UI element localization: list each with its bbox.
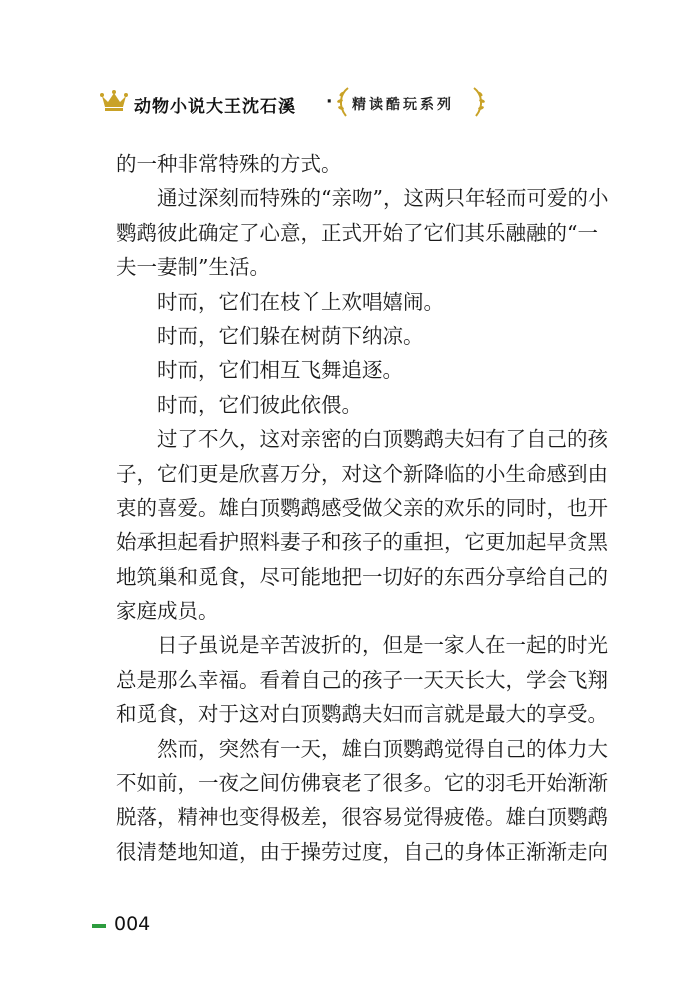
text-line: 夫一妻制”生活。 (116, 255, 270, 280)
header-separator: · (326, 92, 333, 112)
text-line: 时而，它们相互飞舞追逐。 (116, 358, 403, 383)
text-line: 然而，突然有一天，雄白顶鹦鹉觉得自己的体力大 (116, 736, 608, 761)
text-line: 地筑巢和觅食，尽可能地把一切好的东西分享给自己的 (116, 564, 608, 589)
text-line: 过了不久，这对亲密的白顶鹦鹉夫妇有了自己的孩 (116, 427, 608, 452)
crown-icon (100, 90, 128, 112)
series-label: 精读酷玩系列 (352, 97, 454, 113)
text-line: 鹦鹉彼此确定了心意，正式开始了它们其乐融融的“一 (116, 220, 598, 245)
text-line: 时而，它们躲在树荫下纳凉。 (116, 323, 424, 348)
text-line: 日子虽说是辛苦波折的，但是一家人在一起的时光 (116, 633, 608, 658)
text-line: 家庭成员。 (116, 599, 219, 624)
text-line: 时而，它们彼此依偎。 (116, 392, 362, 417)
text-line: 衷的喜爱。雄白顶鹦鹉感受做父亲的欢乐的同时，也开 (116, 495, 608, 520)
text-line: 和觅食，对于这对白顶鹦鹉夫妇而言就是最大的享受。 (116, 702, 608, 727)
text-line: 时而，它们在枝丫上欢唱嬉闹。 (116, 289, 444, 314)
text-line: 总是那么幸福。看着自己的孩子一天天长大，学会飞翔 (116, 667, 608, 692)
text-line: 始承担起看护照料妻子和孩子的重担，它更加起早贪黑 (116, 530, 608, 555)
text-line: 脱落，精神也变得极差，很容易觉得疲倦。雄白顶鹦鹉 (116, 805, 608, 830)
page-number: 004 (114, 913, 151, 935)
running-header (100, 84, 454, 120)
text-line: 通过深刻而特殊的“亲吻”，这两只年轻而可爱的小 (116, 186, 609, 211)
text-line: 很清楚地知道，由于操劳过度，自己的身体正渐渐走向 (116, 839, 608, 864)
text-line: 的一种非常特殊的方式。 (116, 152, 342, 176)
page-footer (92, 913, 212, 937)
laurel-right-icon (472, 86, 486, 118)
book-series-title: 动物小说大王沈石溪 (134, 97, 296, 117)
footer-accent-bar (92, 924, 106, 928)
text-line: 不如前，一夜之间仿佛衰老了很多。它的羽毛开始渐渐 (116, 771, 608, 796)
body-text (116, 147, 609, 869)
text-line: 子，它们更是欣喜万分，对这个新降临的小生命感到由 (116, 461, 608, 486)
laurel-left-icon (336, 86, 350, 118)
